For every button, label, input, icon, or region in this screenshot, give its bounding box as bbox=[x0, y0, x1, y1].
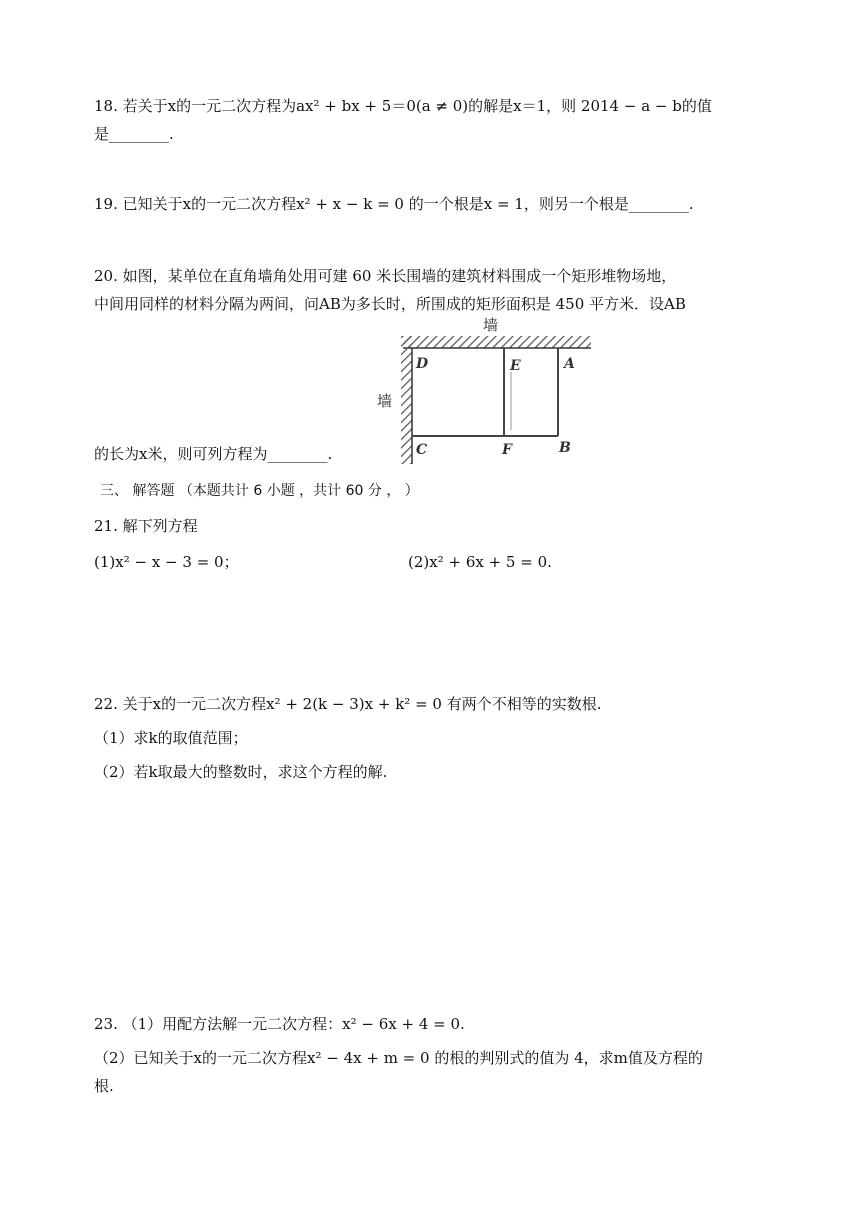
label-b: B bbox=[559, 440, 571, 456]
question-21 bbox=[94, 512, 770, 540]
question-20-line-1: 20. 如图，某单位在直角墙角处用可建 60 米长围墙的建筑材料围成一个矩形堆物场地， bbox=[94, 267, 677, 285]
question-19 bbox=[94, 190, 770, 218]
label-e: E bbox=[510, 358, 521, 374]
top-wall-label: 墙 bbox=[483, 316, 499, 334]
label-c: C bbox=[416, 442, 428, 458]
side-wall bbox=[401, 336, 412, 464]
question-19-line-1: 19. 已知关于x的一元二次方程x² + x − k = 0 的一个根是x = 1，则另一个根是________. bbox=[94, 195, 694, 213]
question-21-parts bbox=[94, 548, 770, 576]
question-22-title: 22. 关于x的一元二次方程x² + 2(k − 3)x + k² = 0 有两个不相等的实数根. bbox=[94, 695, 602, 713]
question-21-part-2: (2)x² + 6x + 5 = 0. bbox=[408, 553, 552, 571]
question-23 bbox=[94, 1010, 770, 1100]
wall-corner-figure bbox=[375, 312, 593, 466]
question-23-title: 23. （1）用配方法解一元二次方程：x² − 6x + 4 = 0. bbox=[94, 1015, 465, 1033]
question-18-line-1: 18. 若关于x的一元二次方程为ax² + bx + 5＝0(a ≠ 0)的解是x＝1，则 2014 − a − b的值 bbox=[94, 97, 712, 115]
question-21-title: 21. 解下列方程 bbox=[94, 517, 198, 535]
question-20 bbox=[94, 262, 770, 318]
question-20-line-3: 的长为x米，则可列方程为________. bbox=[94, 445, 333, 463]
question-20-line-2: 中间用同样的材料分隔为两间，问AB为多长时，所围成的矩形面积是 450 平方米．设AB bbox=[94, 295, 686, 313]
question-23-part-2-line-2: 根. bbox=[94, 1077, 114, 1095]
question-21-part-1: (1)x² − x − 3 = 0； bbox=[94, 553, 239, 571]
question-22 bbox=[94, 690, 770, 786]
label-a: A bbox=[564, 356, 575, 372]
question-22-part-2: （2）若k取最大的整数时，求这个方程的解. bbox=[94, 763, 388, 781]
label-f: F bbox=[502, 442, 512, 458]
question-18 bbox=[94, 92, 770, 148]
section-3-heading: 三、 解答题 （本题共计 6 小题 ，共计 60 分 ， ） bbox=[100, 483, 419, 499]
question-18-line-2: 是________. bbox=[94, 125, 174, 143]
top-wall bbox=[403, 336, 591, 348]
label-d: D bbox=[416, 356, 429, 372]
question-22-part-1: （1）求k的取值范围； bbox=[94, 729, 248, 747]
side-wall-label: 墙 bbox=[377, 392, 393, 410]
question-23-part-2-line-1: （2）已知关于x的一元二次方程x² − 4x + m = 0 的根的判别式的值为 4，求m值及方程的 bbox=[94, 1049, 703, 1067]
